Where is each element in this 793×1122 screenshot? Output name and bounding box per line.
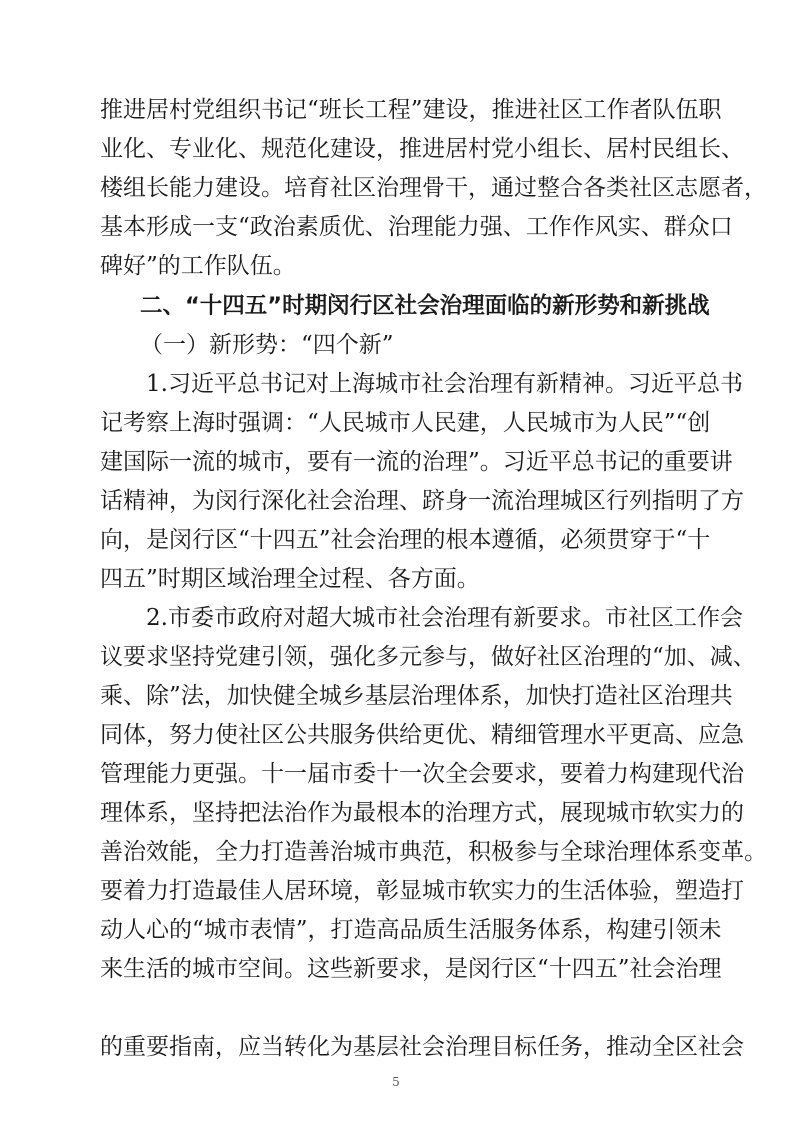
text-line: 要着力打造最佳人居环境，彰显城市软实力的生活体验，塑造打 <box>100 878 744 904</box>
subsection-heading: （一）新形势：“四个新” <box>140 332 394 358</box>
text-line: 建国际一流的城市，要有一流的治理”。习近平总书记的重要讲 <box>100 449 733 475</box>
text-line: 四五”时期区域治理全过程、各方面。 <box>100 566 480 592</box>
text-line: 业化、专业化、规范化建设，推进居村党小组长、居村民组长、 <box>100 136 744 162</box>
text-line: 理体系，坚持把法治作为最根本的治理方式，展现城市软实力的 <box>100 800 744 826</box>
text-line: 的重要指南，应当转化为基层社会治理目标任务，推动全区社会 <box>100 1034 744 1060</box>
text-line: 1.习近平总书记对上海城市社会治理有新精神。习近平总书 <box>146 371 743 397</box>
text-line: 议要求坚持党建引领，强化多元参与，做好社区治理的“加、减、 <box>100 644 756 670</box>
text-line: 推进居村党组织书记“班长工程”建设，推进社区工作者队伍职 <box>100 97 722 123</box>
text-line: 来生活的城市空间。这些新要求，是闵行区“十四五”社会治理 <box>100 956 722 982</box>
text-line: 管理能力更强。十一届市委十一次全会要求，要着力构建现代治 <box>100 761 744 787</box>
text-line: 话精神，为闵行深化社会治理、跻身一流治理城区行列指明了方 <box>100 488 744 514</box>
text-line: 碑好”的工作队伍。 <box>100 253 296 279</box>
page-number: 5 <box>392 1075 400 1089</box>
text-line: 善治效能，全力打造善治城市典范，积极参与全球治理体系变革。 <box>100 839 767 865</box>
text-line: 记考察上海时强调：“人民城市人民建，人民城市为人民”“创 <box>100 410 711 436</box>
text-line: 乘、除”法，加快健全城乡基层治理体系，加快打造社区治理共 <box>100 683 733 709</box>
text-line: 向，是闵行区“十四五”社会治理的根本遵循，必须贯穿于“十 <box>100 527 711 553</box>
text-line: 楼组长能力建设。培育社区治理骨干，通过整合各类社区志愿者， <box>100 175 767 201</box>
text-line: 2.市委市政府对超大城市社会治理有新要求。市社区工作会 <box>146 605 743 631</box>
text-line: 同体，努力使社区公共服务供给更优、精细管理水平更高、应急 <box>100 722 744 748</box>
section-heading: 二、“十四五”时期闵行区社会治理面临的新形势和新挑战 <box>140 293 710 319</box>
text-line: 基本形成一支“政治素质优、治理能力强、工作作风实、群众口 <box>100 214 733 240</box>
text-line: 动人心的“城市表情”，打造高品质生活服务体系，构建引领未 <box>100 917 722 943</box>
